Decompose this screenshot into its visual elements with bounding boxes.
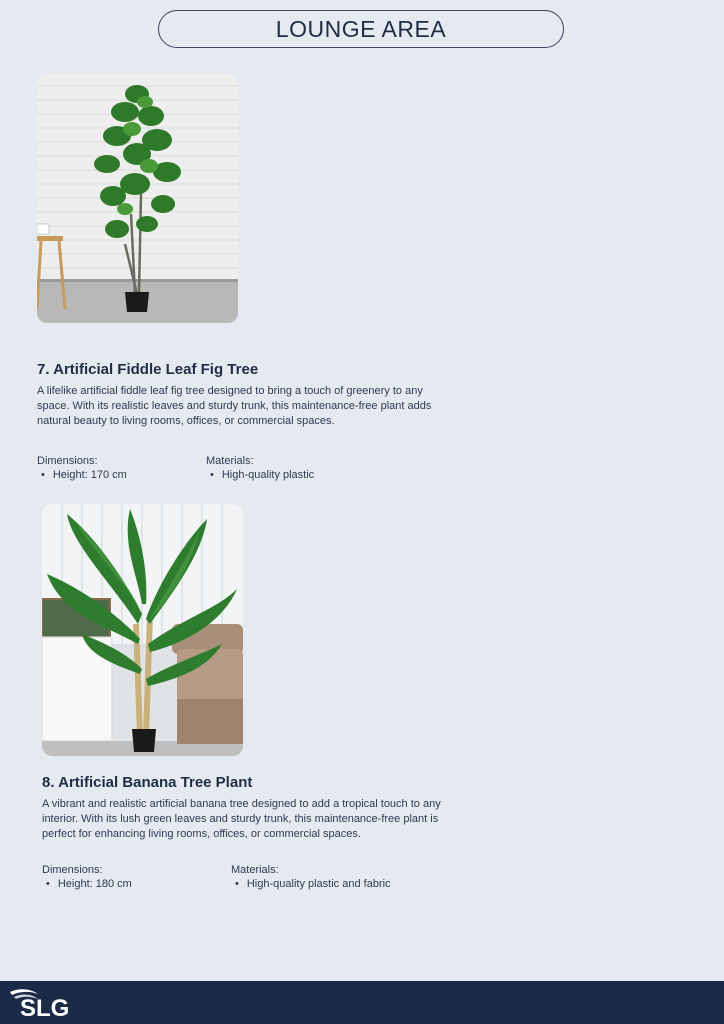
footer-bar — [0, 981, 724, 1024]
product-description: A lifelike artificial fiddle leaf fig tree designed to bring a touch of greenery to any space. With its realistic leaves and sturdy trunk, this maintenance-free plant adds natural beauty to living rooms, offices, or commercial spaces. — [37, 385, 432, 427]
product-title: 7. Artificial Fiddle Leaf Fig Tree — [37, 361, 259, 378]
materials-value: • High-quality plastic — [206, 469, 314, 481]
product-description: A vibrant and realistic artificial banana tree designed to add a tropical touch to any interior. With its lush green leaves and sturdy trunk, this maintenance-free plant is perfect for enhancing living rooms, offices, or commercial spaces. — [42, 798, 441, 840]
product-title: 8. Artificial Banana Tree Plant — [42, 774, 253, 791]
company-logo: SLG — [20, 995, 70, 1022]
dimensions-label: Dimensions: — [37, 455, 98, 467]
dimensions-value: • Height: 170 cm — [37, 469, 127, 481]
materials-value: • High-quality plastic and fabric — [231, 878, 391, 890]
dimensions-label: Dimensions: — [42, 864, 103, 876]
dimensions-value: • Height: 180 cm — [42, 878, 132, 890]
materials-label: Materials: — [206, 455, 254, 467]
materials-label: Materials: — [231, 864, 279, 876]
banana-tree-photo — [42, 504, 243, 756]
fiddle-leaf-fig-photo — [37, 74, 238, 323]
section-title: LOUNGE AREA — [158, 10, 564, 48]
